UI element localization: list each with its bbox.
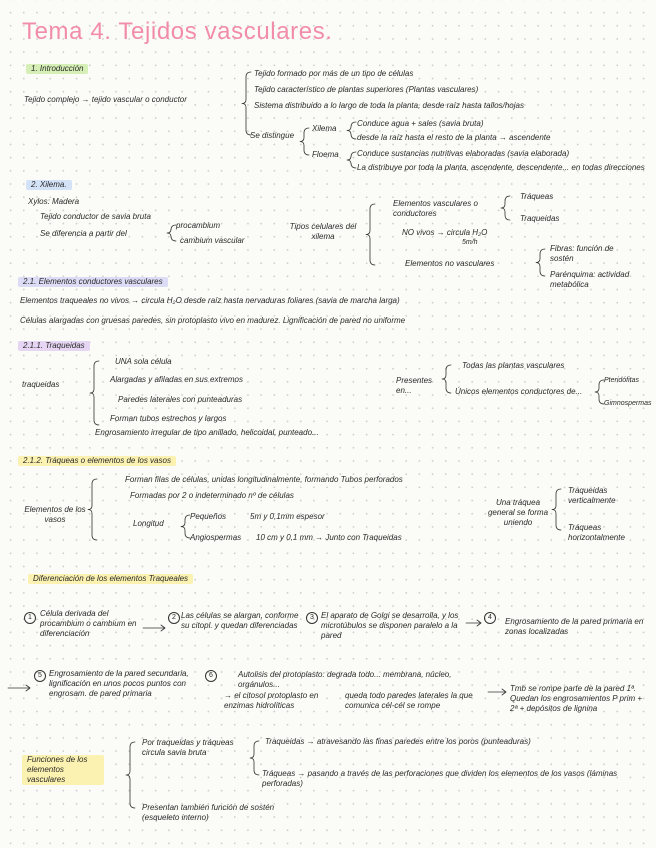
brace-connector: [442, 365, 451, 393]
traqueidas-item: UNA sola célula: [115, 357, 172, 366]
length-value: 5m y 0,1mm espesor: [250, 512, 325, 521]
brace-connector: [181, 515, 190, 538]
arrow-connector: [466, 620, 481, 626]
intro-point: Tejido formado por más de un tipo de células: [254, 69, 414, 78]
step-result: Tmb se rompe parte de la pared 1ª. Quedan los engrosamientos P prim + 2ª + depósitos de lignina: [510, 684, 642, 713]
brace-connector: [88, 479, 97, 540]
length-name: Angiospermas: [190, 533, 242, 542]
length-value: 10 cm y 0,1 mm → Junto con Traqueidas: [256, 533, 402, 542]
vascular-type: Tráqueas: [520, 192, 554, 201]
arrow-connector: [488, 689, 506, 695]
xilema-origin-label: Se diferencia a partir del: [40, 229, 127, 238]
non-vascular-type: Parénquima: actividad metabólica: [550, 270, 630, 289]
present-label: Presentes en...: [396, 376, 433, 395]
union-label: Una tráquea general se forma uniendo: [487, 498, 549, 527]
brace-connector: [300, 128, 309, 155]
xilema-point: Conduce agua + sales (savia bruta): [357, 119, 484, 128]
vascular-note: NO vivos → circula H₂O: [402, 228, 488, 237]
section-heading-traqueidas: 2.1.1. Traqueidas: [18, 341, 90, 351]
step-text: Célula derivada del procambium o cambium en diferenciación: [40, 609, 137, 638]
funciones-path: Traqueidas → atravesando las finas paredes entre los poros (punteaduras): [265, 737, 531, 746]
section-heading-introduccion: 1. Introducción: [26, 64, 88, 74]
length-name: Pequeños: [190, 512, 227, 521]
step-text: Autolisis del protoplasto: degrada todo... membrana, núcleo, orgánulos...: [238, 670, 452, 689]
conductores-line: Células alargadas con gruesas paredes, sin protoplasto vivo en madurez. Lignificación de pared no uniforme: [20, 316, 406, 325]
funciones-support: Presentan también función de sostén (esqueleto interno): [142, 803, 275, 822]
floema-point: La distribuye por toda la planta, ascendente, descendente... en todas direcciones: [357, 163, 645, 172]
length-label: Longitud: [133, 519, 164, 528]
cell-types-label: Tipos celulares del xilema: [289, 222, 357, 241]
step-number: 3: [306, 612, 318, 624]
arrow-connector: [8, 685, 30, 691]
conductores-line: Elementos traqueales no vivos → circula H₂O desde raíz hasta nervaduras foliares (savia de marcha larga): [20, 296, 400, 305]
present-all: Todas las plantas vasculares: [462, 361, 565, 370]
traqueidas-item: Engrosamiento irregular de tipo anillado, helicoidal, punteado...: [95, 428, 319, 437]
brace-connector: [167, 225, 176, 241]
step-number: 4: [484, 612, 496, 624]
traqueas-item: Forman filas de células, unidas longitudinalmente, formando Tubos perforados: [125, 475, 403, 484]
intro-point: Tejido característico de plantas superiores (Plantas vasculares): [254, 85, 479, 94]
brace-connector: [90, 361, 99, 425]
brace-connector: [366, 204, 375, 265]
section-heading-diferenciacion: Diferenciación de los elementos Traqueales: [28, 574, 193, 584]
traqueas-item: Formadas por 2 o indeterminado nº de células: [130, 491, 294, 500]
xilema-origin: cambium vascular: [180, 236, 245, 245]
intro-root: Tejido complejo → tejido vascular o conductor: [24, 95, 187, 104]
page-title: Tema 4. Tejidos vasculares.: [22, 18, 333, 45]
non-vascular-label: Elementos no vasculares: [405, 259, 495, 268]
xilema-point: desde la raíz hasta el resto de la planta → ascendente: [357, 133, 551, 142]
brace-connector: [250, 741, 259, 775]
brace-connector: [242, 72, 251, 135]
brace-connector: [501, 196, 510, 220]
step-number: 1: [24, 612, 36, 624]
traqueidas-item: Alargadas y afiladas en sus extremos: [110, 375, 243, 384]
step-text: Las células se alargan, conforme su citopl. y quedan diferenciadas: [181, 611, 299, 630]
section-heading-xilema: 2. Xilema.: [26, 180, 72, 190]
vascular-type: Traqueidas: [520, 214, 560, 223]
section-heading-funciones: Funciones de los elementos vasculares: [22, 755, 104, 785]
brace-connector: [595, 380, 604, 404]
xilema-definition: Tejido conductor de savia bruta: [40, 212, 151, 221]
brace-connector: [536, 249, 545, 276]
funciones-path: Tráqueas → pasando a través de las perforaciones que dividen los elementos de los vasos (láminas perforadas): [262, 769, 618, 788]
traqueidas-label: traqueidas: [22, 380, 60, 389]
present-only: Únicos elementos conductores de...: [455, 387, 583, 396]
step-text: Engrosamiento de la pared primaria en zonas localizadas: [505, 617, 644, 636]
step-detail: → el citosol protoplasto en enzimas hidrolíticas: [224, 691, 319, 710]
step-text: El aparato de Golgi se desarrolla, y los microtúbulos se disponen paralelo a la pared: [321, 611, 459, 640]
floema-label: Floema: [312, 150, 339, 159]
traqueidas-item: Forman tubos estrechos y largos: [110, 414, 227, 423]
step-number: 2: [168, 612, 180, 624]
section-heading-conductores: 2.1. Elementos conductores vasculares: [18, 277, 168, 287]
funciones-conduction: Por traqueidas y tráqueas circula savia bruta: [142, 738, 234, 757]
step-number: 5: [34, 670, 46, 682]
arrow-connector: [143, 625, 165, 631]
union-item: Traqueidas verticalmente: [568, 486, 616, 505]
vascular-elements-label: Elementos vasculares o conductores: [393, 199, 478, 218]
traqueidas-item: Paredes laterales con punteaduras: [118, 395, 243, 404]
intro-distinguish: Se distingue: [250, 131, 295, 140]
intro-point: Sistema distribuido a lo largo de toda la planta, desde raíz hasta tallos/hojas: [254, 101, 524, 110]
step-number: 6: [205, 670, 217, 682]
plant-group: Pteridófitas: [604, 377, 640, 384]
vascular-rate: 5m/h: [462, 239, 478, 246]
xilema-origin: procambium: [176, 221, 221, 230]
xilema-etymology: Xylos: Madera: [28, 197, 80, 206]
step-text: Engrosamiento de la pared secundaria, lignificación en unos pocos puntos con engrosam. de pared primaria: [49, 669, 189, 698]
union-item: Tráqueas horizontalmente: [568, 523, 625, 542]
section-heading-traqueas: 2.1.2. Tráqueas o elementos de los vasos: [18, 456, 176, 466]
non-vascular-type: Fibras: función de sostén: [550, 244, 614, 263]
traqueas-label: Elementos de los vasos: [24, 505, 86, 524]
plant-group: Gimnospermas: [604, 400, 652, 407]
brace-connector: [126, 742, 135, 808]
xilema-label: Xilema: [312, 124, 337, 133]
brace-connector: [347, 122, 356, 139]
brace-connector: [552, 489, 561, 530]
brace-connector: [347, 152, 356, 168]
step-detail: queda todo paredes laterales la que comunica cél-cél se rompe: [345, 691, 473, 710]
floema-point: Conduce sustancias nutritivas elaboradas (savia elaborada): [357, 149, 570, 158]
